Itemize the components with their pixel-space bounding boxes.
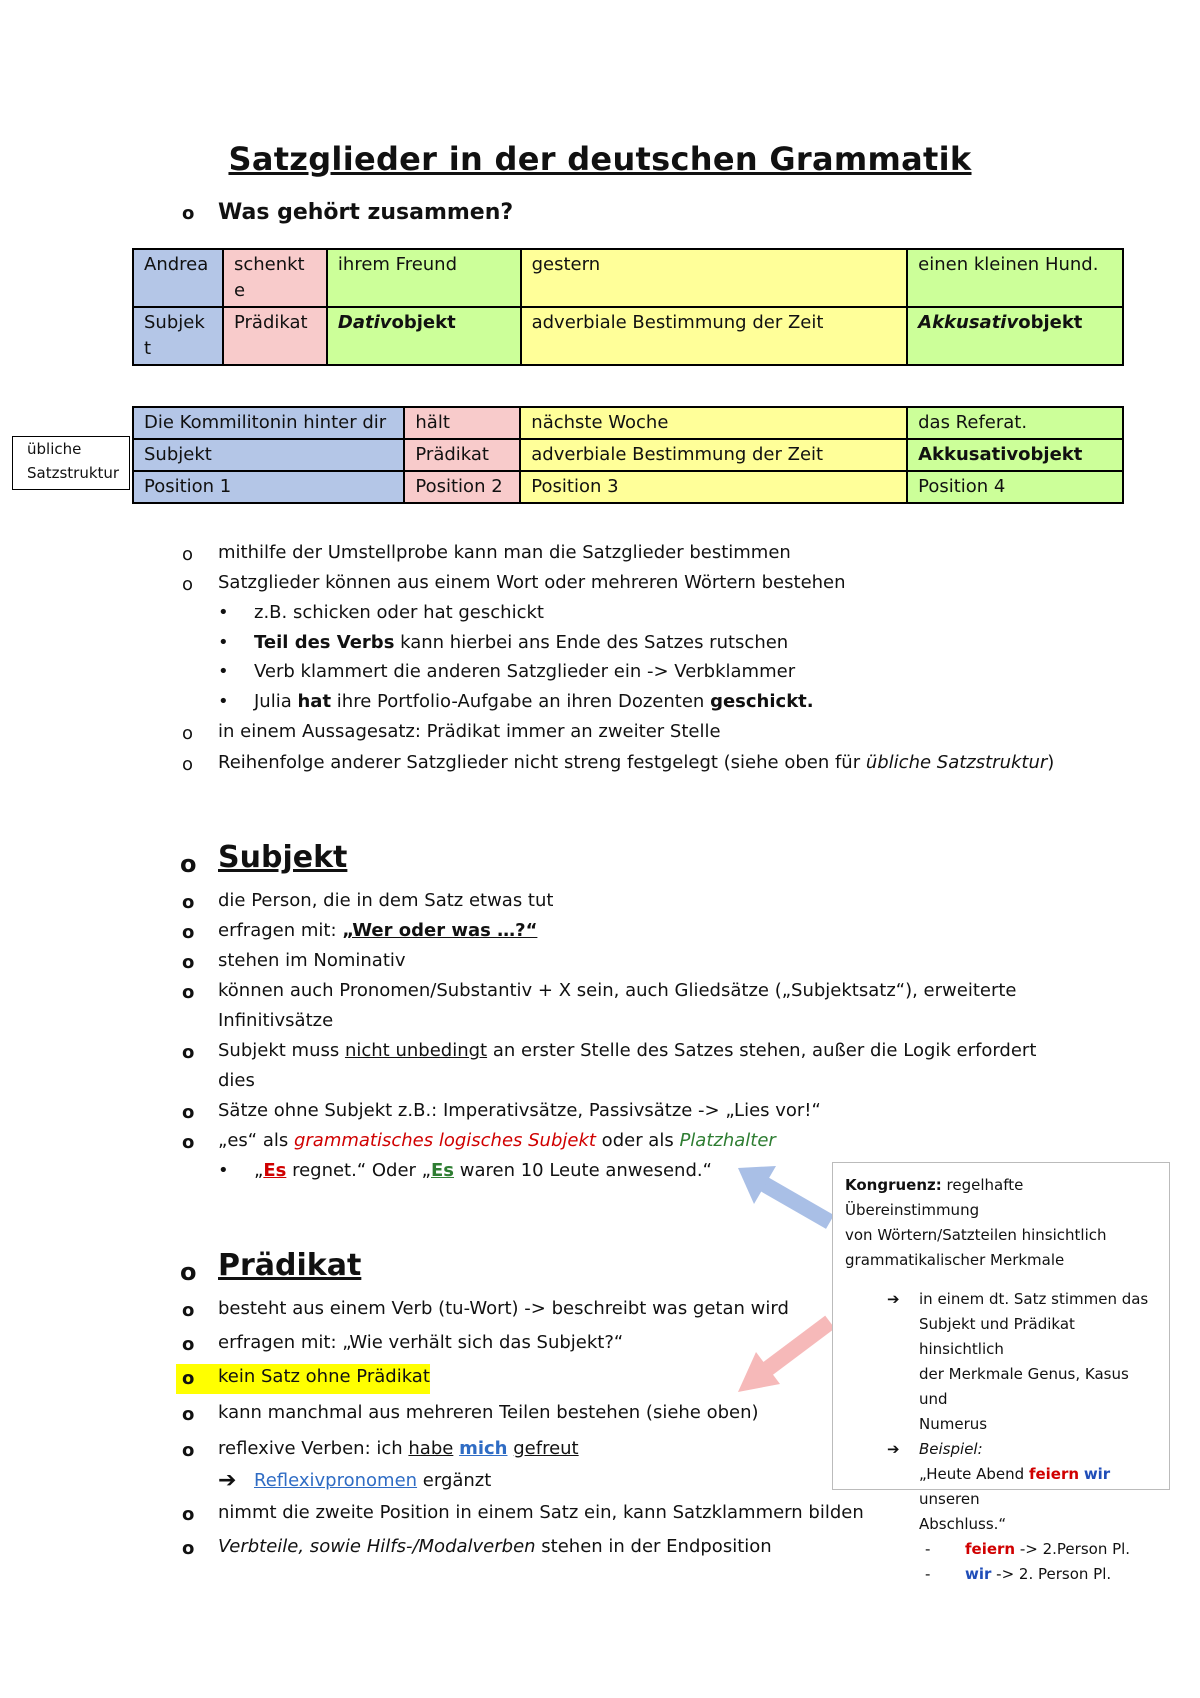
list-item: in einem Aussagesatz: Prädikat immer an zweiter Stelle xyxy=(218,721,721,742)
table-row xyxy=(133,307,1123,365)
list-item xyxy=(218,1536,772,1557)
note-line xyxy=(845,1173,1159,1223)
text-part: ergänzt xyxy=(417,1470,492,1491)
bullet: o xyxy=(182,723,194,744)
reflexivpronomen-link[interactable]: Reflexivpronomen xyxy=(254,1470,418,1491)
bullet: o xyxy=(182,1440,195,1461)
list-item: kann manchmal aus mehreren Teilen bestehen (siehe oben) xyxy=(218,1402,759,1423)
text-part: Verbteile, sowie Hilfs-/Modalverben xyxy=(218,1536,536,1557)
text-part: erfragen mit: xyxy=(218,920,343,941)
section-heading-praedikat: Prädikat xyxy=(218,1248,362,1283)
bullet: o xyxy=(182,982,195,1003)
text-part: Kongruenz: xyxy=(845,1176,942,1194)
text-part: regnet.“ Oder „ xyxy=(286,1160,431,1181)
text-part: Beispiel: xyxy=(919,1440,983,1458)
text-part: „Wer oder was …?“ xyxy=(342,920,538,941)
text-part: oder als xyxy=(595,1130,680,1151)
bullet: • xyxy=(218,1160,229,1181)
text-part: ) xyxy=(1047,752,1055,773)
bullet: o xyxy=(182,1300,195,1321)
arrow-icon: ➔ xyxy=(887,1440,900,1458)
note-line: Abschluss.“ xyxy=(919,1515,1007,1533)
list-item: nimmt die zweite Position in einem Satz ein, kann Satzklammern bilden xyxy=(218,1502,864,1523)
cell: gestern xyxy=(521,249,908,307)
list-item xyxy=(218,1130,776,1151)
list-item xyxy=(218,920,537,941)
list-item xyxy=(218,1438,579,1459)
text-part: gefreut xyxy=(513,1438,579,1459)
list-subitem xyxy=(254,691,814,712)
cell: Position 1 xyxy=(133,471,404,503)
list-item-continuation: dies xyxy=(218,1070,255,1091)
cell: Subjek t xyxy=(133,307,223,365)
text-part: hat xyxy=(297,691,332,712)
cell: ihrem Freund xyxy=(327,249,521,307)
text-part: ihre Portfolio-Aufgabe an ihren Dozenten xyxy=(331,691,711,712)
note-line xyxy=(919,1437,1159,1462)
bullet: o xyxy=(182,1538,195,1559)
bullet: o xyxy=(180,1258,197,1286)
cell: Position 2 xyxy=(404,471,520,503)
text-part: -> 2. Person Pl. xyxy=(991,1565,1112,1583)
section-heading-subjekt: Subjekt xyxy=(218,840,348,875)
sidebox-line: übliche xyxy=(27,440,82,458)
sidebox-line: Satzstruktur xyxy=(27,464,120,482)
list-subitem: Verb klammert die anderen Satzglieder ein -> Verbklammer xyxy=(254,661,796,682)
text-part: unseren xyxy=(919,1490,980,1508)
text-part: „Heute Abend xyxy=(919,1465,1029,1483)
cell: Andrea xyxy=(133,249,223,307)
list-item xyxy=(218,1040,1036,1061)
text-part: mich xyxy=(459,1438,508,1459)
dash-marker: - xyxy=(925,1565,931,1583)
text-part: „ xyxy=(254,1160,264,1181)
text-part: Reihenfolge anderer Satzglieder nicht streng festgelegt (siehe oben für xyxy=(218,752,866,773)
note-dash-item xyxy=(845,1537,1159,1562)
list-item: mithilfe der Umstellprobe kann man die Satzglieder bestimmen xyxy=(218,542,791,563)
cell xyxy=(907,307,1123,365)
table-row xyxy=(133,471,1123,503)
bullet: o xyxy=(182,1042,195,1063)
note-line: Subjekt und Prädikat hinsichtlich xyxy=(919,1315,1075,1358)
note-arrow-item xyxy=(845,1437,1159,1537)
text-part: Subjekt muss xyxy=(218,1040,345,1061)
cell: Position 3 xyxy=(520,471,907,503)
list-item: stehen im Nominativ xyxy=(218,950,406,971)
bullet: o xyxy=(182,952,195,973)
note-dash-item xyxy=(845,1562,1159,1587)
text-part: Julia xyxy=(254,691,298,712)
list-subitem xyxy=(254,632,788,653)
text-part: waren 10 Leute anwesend.“ xyxy=(454,1160,712,1181)
text-part: wir xyxy=(965,1565,992,1583)
bullet: o xyxy=(182,1368,195,1389)
text-part: habe xyxy=(408,1438,454,1459)
list-subitem xyxy=(254,1160,712,1181)
bullet: o xyxy=(182,754,194,775)
bullet: o xyxy=(182,1334,195,1355)
kongruenz-note xyxy=(832,1162,1170,1583)
text-part: geschickt. xyxy=(710,691,814,712)
bullet: o xyxy=(182,1504,195,1525)
cell: Die Kommilitonin hinter dir xyxy=(133,407,404,439)
bullet: o xyxy=(182,1404,195,1425)
bullet: • xyxy=(218,632,229,653)
note-line: der Merkmale Genus, Kasus und xyxy=(919,1365,1129,1408)
bullet: o xyxy=(182,892,195,913)
text-part: feiern xyxy=(1028,1465,1080,1483)
text-part: reflexive Verben: ich xyxy=(218,1438,409,1459)
text-part: -> 2.Person Pl. xyxy=(1015,1540,1131,1558)
table-example-1 xyxy=(132,248,1124,366)
text-part: nicht unbedingt xyxy=(344,1040,488,1061)
bullet: • xyxy=(218,691,229,712)
cell: adverbiale Bestimmung der Zeit xyxy=(520,439,907,471)
cell: das Referat. xyxy=(907,407,1123,439)
cell: Prädikat xyxy=(404,439,520,471)
bullet: o xyxy=(182,203,195,224)
cell-part: Dativ xyxy=(337,312,392,333)
bullet: o xyxy=(182,544,194,565)
text-part: Platzhalter xyxy=(679,1130,776,1151)
note-arrow-item xyxy=(845,1287,1159,1437)
list-item: Sätze ohne Subjekt z.B.: Imperativsätze, Passivsätze -> „Lies vor!“ xyxy=(218,1100,821,1121)
satzstruktur-label-box xyxy=(12,436,130,490)
text-part: an erster Stelle des Satzes stehen, außer die Logik erfordert xyxy=(487,1040,1037,1061)
cell: hält xyxy=(404,407,520,439)
dash-marker: - xyxy=(925,1540,931,1558)
text-part: „es“ als xyxy=(218,1130,294,1151)
list-subitem xyxy=(254,1470,491,1491)
text-part: kann hierbei ans Ende des Satzes rutschen xyxy=(394,632,789,653)
bullet: o xyxy=(182,922,195,943)
table-row xyxy=(133,407,1123,439)
table-row xyxy=(133,249,1123,307)
note-line xyxy=(919,1462,1159,1512)
bullet: o xyxy=(182,1102,195,1123)
cell: einen kleinen Hund. xyxy=(907,249,1123,307)
cell-part: Akkusativ xyxy=(918,312,1019,333)
arrow-icon: ➔ xyxy=(218,1468,237,1493)
text-part: Es xyxy=(263,1160,287,1181)
cell-part: objekt xyxy=(391,312,456,333)
text-part: Es xyxy=(431,1160,455,1181)
list-item: die Person, die in dem Satz etwas tut xyxy=(218,890,554,911)
bullet: • xyxy=(218,661,229,682)
text-part: stehen in der Endposition xyxy=(535,1536,772,1557)
list-item: besteht aus einem Verb (tu-Wort) -> beschreibt was getan wird xyxy=(218,1298,789,1319)
table-row xyxy=(133,439,1123,471)
bullet: • xyxy=(218,602,229,623)
cell: Position 4 xyxy=(907,471,1123,503)
note-line: in einem dt. Satz stimmen das xyxy=(919,1290,1149,1308)
text-part: übliche Satzstruktur xyxy=(865,752,1048,773)
bullet: o xyxy=(182,1132,195,1153)
note-line: von Wörtern/Satzteilen hinsichtlich xyxy=(845,1226,1107,1244)
cell: Akkusativobjekt xyxy=(907,439,1123,471)
text-part: Teil des Verbs xyxy=(254,632,395,653)
cell: nächste Woche xyxy=(520,407,907,439)
list-item xyxy=(218,752,1054,773)
list-item-continuation: Infinitivsätze xyxy=(218,1010,334,1031)
cell: schenkt e xyxy=(223,249,327,307)
list-item: können auch Pronomen/Substantiv + X sein, auch Gliedsätze („Subjektsatz“), erweiterte xyxy=(218,980,1017,1001)
list-subitem: z.B. schicken oder hat geschickt xyxy=(254,602,544,623)
pink-arrow-icon xyxy=(730,1308,840,1398)
text-part: regelhafte Übereinstimmung xyxy=(845,1176,1024,1219)
list-item: Satzglieder können aus einem Wort oder mehreren Wörtern bestehen xyxy=(218,572,846,593)
cell-part: objekt xyxy=(1018,312,1083,333)
text-part: feiern xyxy=(965,1540,1016,1558)
blue-arrow-icon xyxy=(730,1160,840,1250)
note-line: grammatikalischer Merkmale xyxy=(845,1251,1065,1269)
cell: Prädikat xyxy=(223,307,327,365)
bullet: o xyxy=(182,574,194,595)
cell: Subjekt xyxy=(133,439,404,471)
text-part: wir xyxy=(1083,1465,1111,1483)
cell: adverbiale Bestimmung der Zeit xyxy=(521,307,908,365)
text-part: grammatisches logisches Subjekt xyxy=(293,1130,596,1151)
table-example-2 xyxy=(132,406,1124,504)
page-title: Satzglieder in der deutschen Grammatik xyxy=(228,140,972,178)
note-line: Numerus xyxy=(919,1415,988,1433)
question-heading: Was gehört zusammen? xyxy=(218,200,514,225)
bullet: o xyxy=(180,850,197,878)
list-item: erfragen mit: „Wie verhält sich das Subjekt?“ xyxy=(218,1332,624,1353)
cell xyxy=(327,307,521,365)
arrow-icon: ➔ xyxy=(887,1290,900,1308)
list-item-highlighted: kein Satz ohne Prädikat xyxy=(218,1366,430,1387)
